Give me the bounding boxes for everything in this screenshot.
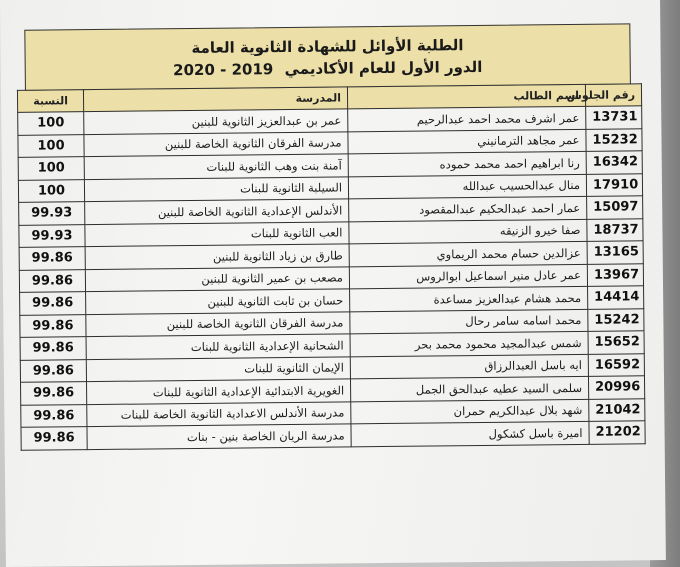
name-cell: صفا خيرو الزنيقه: [349, 219, 587, 244]
name-cell: منال عبدالحسيب عبدالله: [348, 174, 586, 199]
seat-cell: 13731: [586, 106, 642, 129]
seat-cell: 14414: [588, 286, 644, 309]
school-cell: الغويرية الابتدائية الإعدادية الثانوية للبنات: [87, 379, 351, 404]
name-cell: عمار احمد عبدالحكيم عبدالمقصود: [349, 196, 587, 221]
seat-cell: 13967: [587, 263, 643, 286]
seat-cell: 21042: [589, 398, 645, 421]
name-cell: عزالدين حسام محمد الريماوي: [349, 241, 587, 266]
school-cell: عمر بن عبدالعزيز الثانوية للبنين: [84, 109, 348, 134]
school-cell: مدرسة الأندلس الاعدادية الثانوية الخاصة للبنات: [87, 401, 351, 426]
name-cell: شمس عبدالمجيد محمود محمد بحر: [350, 331, 588, 356]
name-cell: محمد اسامه سامر رحال: [350, 309, 588, 334]
seat-cell: 15242: [588, 308, 644, 331]
percent-cell: 99.86: [20, 292, 86, 315]
school-cell: الأندلس الإعدادية الثانوية الخاصة للبنين: [85, 199, 349, 224]
percent-cell: 99.86: [19, 269, 85, 292]
school-cell: مصعب بن عمير الثانوية للبنين: [85, 266, 349, 291]
name-cell: محمد هشام عبدالعزيز مساعدة: [350, 286, 588, 311]
seat-cell: 18737: [587, 218, 643, 241]
percent-cell: 99.86: [21, 404, 87, 427]
seat-cell: 20996: [588, 376, 644, 399]
seat-cell: 15232: [586, 128, 642, 151]
school-cell: العب الثانوية للبنات: [85, 221, 349, 246]
header-seat: رقم الجلوس: [585, 84, 641, 107]
percent-cell: 99.86: [20, 337, 86, 360]
school-cell: مدرسة الفرقان الثانوية الخاصة للبنين: [86, 311, 350, 336]
header-percent: النسبة: [17, 90, 83, 113]
percent-cell: 99.86: [21, 382, 87, 405]
title-line-2-text: الدور الأول للعام الأكاديمي: [284, 57, 483, 79]
school-cell: الإيمان الثانوية للبنات: [86, 356, 350, 381]
seat-cell: 16342: [586, 151, 642, 174]
school-cell: السيلبة الثانوية للبنات: [84, 176, 348, 201]
results-table: [17, 83, 646, 450]
percent-cell: 100: [18, 157, 84, 180]
name-cell: عمر مجاهد الترمانيني: [348, 129, 586, 154]
seat-cell: 17910: [586, 173, 642, 196]
school-cell: آمنة بنت وهب الثانوية للبنات: [84, 154, 348, 179]
seat-cell: 21202: [589, 421, 645, 444]
seat-cell: 16592: [588, 353, 644, 376]
school-cell: مدرسة الريان الخاصة بنين - بنات: [87, 424, 351, 449]
title-line-2: [26, 55, 630, 81]
percent-cell: 99.93: [19, 202, 85, 225]
percent-cell: 100: [18, 112, 84, 135]
school-cell: طارق بن زياد الثانوية للبنين: [85, 244, 349, 269]
school-cell: حسان بن ثابت الثانوية للبنين: [86, 289, 350, 314]
school-cell: الشحانية الإعدادية الثانوية للبنات: [86, 334, 350, 359]
name-cell: اميرة باسل كشكول: [351, 421, 589, 446]
percent-cell: 99.86: [21, 427, 87, 450]
percent-cell: 99.86: [19, 247, 85, 270]
header-school: المدرسة: [83, 87, 347, 112]
title-box: [24, 23, 631, 91]
name-cell: شهد بلال عبدالكريم حمران: [351, 399, 589, 424]
percent-cell: 99.86: [20, 359, 86, 382]
name-cell: سلمى السيد عطيه عبدالحق الجمل: [350, 376, 588, 401]
seat-cell: 15097: [587, 196, 643, 219]
percent-cell: 99.86: [20, 314, 86, 337]
seat-cell: 13165: [587, 241, 643, 264]
header-name: اسم الطالب: [347, 84, 585, 108]
title-line-1: الطلبة الأوائل للشهادة الثانوية العامة: [191, 36, 464, 57]
seat-cell: 15652: [588, 331, 644, 354]
name-cell: ايه باسل العبدالرزاق: [350, 354, 588, 379]
name-cell: عمر عادل منير اسماعيل ابوالروس: [349, 264, 587, 289]
school-cell: مدرسة الفرقان الثانوية الخاصة للبنين: [84, 131, 348, 156]
academic-year: 2020 - 2019: [173, 60, 274, 80]
name-cell: عمر اشرف محمد احمد عبدالرحيم: [348, 106, 586, 131]
percent-cell: 99.93: [19, 224, 85, 247]
name-cell: رنا ابراهيم احمد محمد حموده: [348, 151, 586, 176]
percent-cell: 100: [18, 179, 84, 202]
percent-cell: 100: [18, 134, 84, 157]
